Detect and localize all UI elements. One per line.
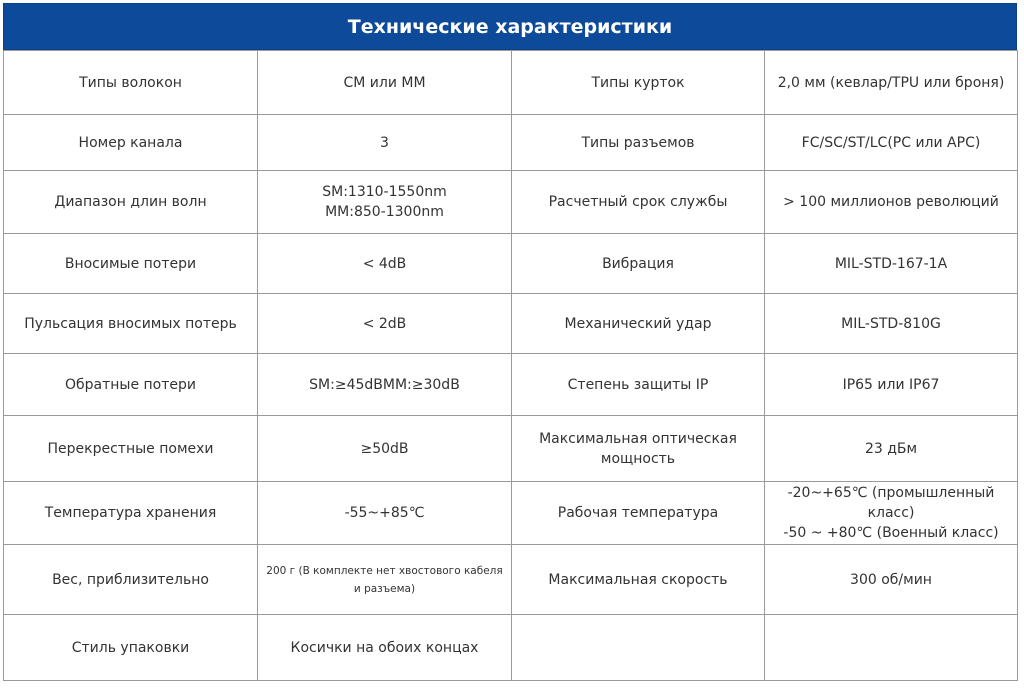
empty-cell — [765, 615, 1018, 681]
wavelength-mm: MM:850-1300nm — [325, 204, 444, 220]
spec-value: MIL-STD-167-1A — [765, 234, 1018, 294]
spec-label: Стиль упаковки — [4, 615, 258, 681]
spec-value — [765, 482, 1018, 545]
table-row — [4, 354, 1018, 416]
spec-value: ≥50dB — [258, 416, 512, 482]
spec-value: > 100 миллионов революций — [765, 171, 1018, 234]
spec-label: Рабочая температура — [512, 482, 765, 545]
table-row — [4, 234, 1018, 294]
spec-label: Степень защиты IP — [512, 354, 765, 416]
spec-value: -55~+85℃ — [258, 482, 512, 545]
spec-value: 2,0 мм (кевлар/TPU или броня) — [765, 51, 1018, 115]
spec-label: Перекрестные помехи — [4, 416, 258, 482]
spec-label: Типы курток — [512, 51, 765, 115]
spec-label: Пульсация вносимых потерь — [4, 294, 258, 354]
spec-value: Косички на обоих концах — [258, 615, 512, 681]
table-title: Технические характеристики — [3, 3, 1017, 50]
spec-label: Диапазон длин волн — [4, 171, 258, 234]
temp-industrial: -20~+65℃ (промышленный класс) — [787, 485, 995, 521]
spec-label: Вес, приблизительно — [4, 545, 258, 615]
table-row — [4, 171, 1018, 234]
table-row — [4, 115, 1018, 171]
spec-value: FC/SC/ST/LC(PC или APC) — [765, 115, 1018, 171]
spec-value: SM:≥45dBMM:≥30dB — [258, 354, 512, 416]
spec-label: Механический удар — [512, 294, 765, 354]
spec-value: 3 — [258, 115, 512, 171]
specs-table-container — [3, 3, 1017, 681]
table-row — [4, 545, 1018, 615]
spec-label: Обратные потери — [4, 354, 258, 416]
spec-label: Номер канала — [4, 115, 258, 171]
specs-table — [3, 50, 1018, 681]
temp-military: -50 ~ +80℃ (Военный класс) — [783, 525, 999, 541]
table-row — [4, 615, 1018, 681]
spec-value — [258, 545, 512, 615]
spec-label: Расчетный срок службы — [512, 171, 765, 234]
empty-cell — [512, 615, 765, 681]
wavelength-sm: SM:1310-1550nm — [322, 184, 447, 200]
table-row — [4, 416, 1018, 482]
table-row — [4, 51, 1018, 115]
spec-value: 300 об/мин — [765, 545, 1018, 615]
table-row — [4, 294, 1018, 354]
spec-label: Вибрация — [512, 234, 765, 294]
spec-label: Максимальная скорость — [512, 545, 765, 615]
spec-value: MIL-STD-810G — [765, 294, 1018, 354]
weight-value: 200 г (В комплекте нет хвостового кабеля и разъема) — [266, 564, 503, 595]
spec-label: Типы волокон — [4, 51, 258, 115]
spec-value — [258, 171, 512, 234]
spec-label: Типы разъемов — [512, 115, 765, 171]
spec-label: Температура хранения — [4, 482, 258, 545]
spec-value: < 2dB — [258, 294, 512, 354]
spec-value: 23 дБм — [765, 416, 1018, 482]
spec-value: СМ или ММ — [258, 51, 512, 115]
table-row — [4, 482, 1018, 545]
spec-value: < 4dB — [258, 234, 512, 294]
spec-label: Максимальная оптическая мощность — [512, 416, 765, 482]
spec-value: IP65 или IP67 — [765, 354, 1018, 416]
spec-label: Вносимые потери — [4, 234, 258, 294]
